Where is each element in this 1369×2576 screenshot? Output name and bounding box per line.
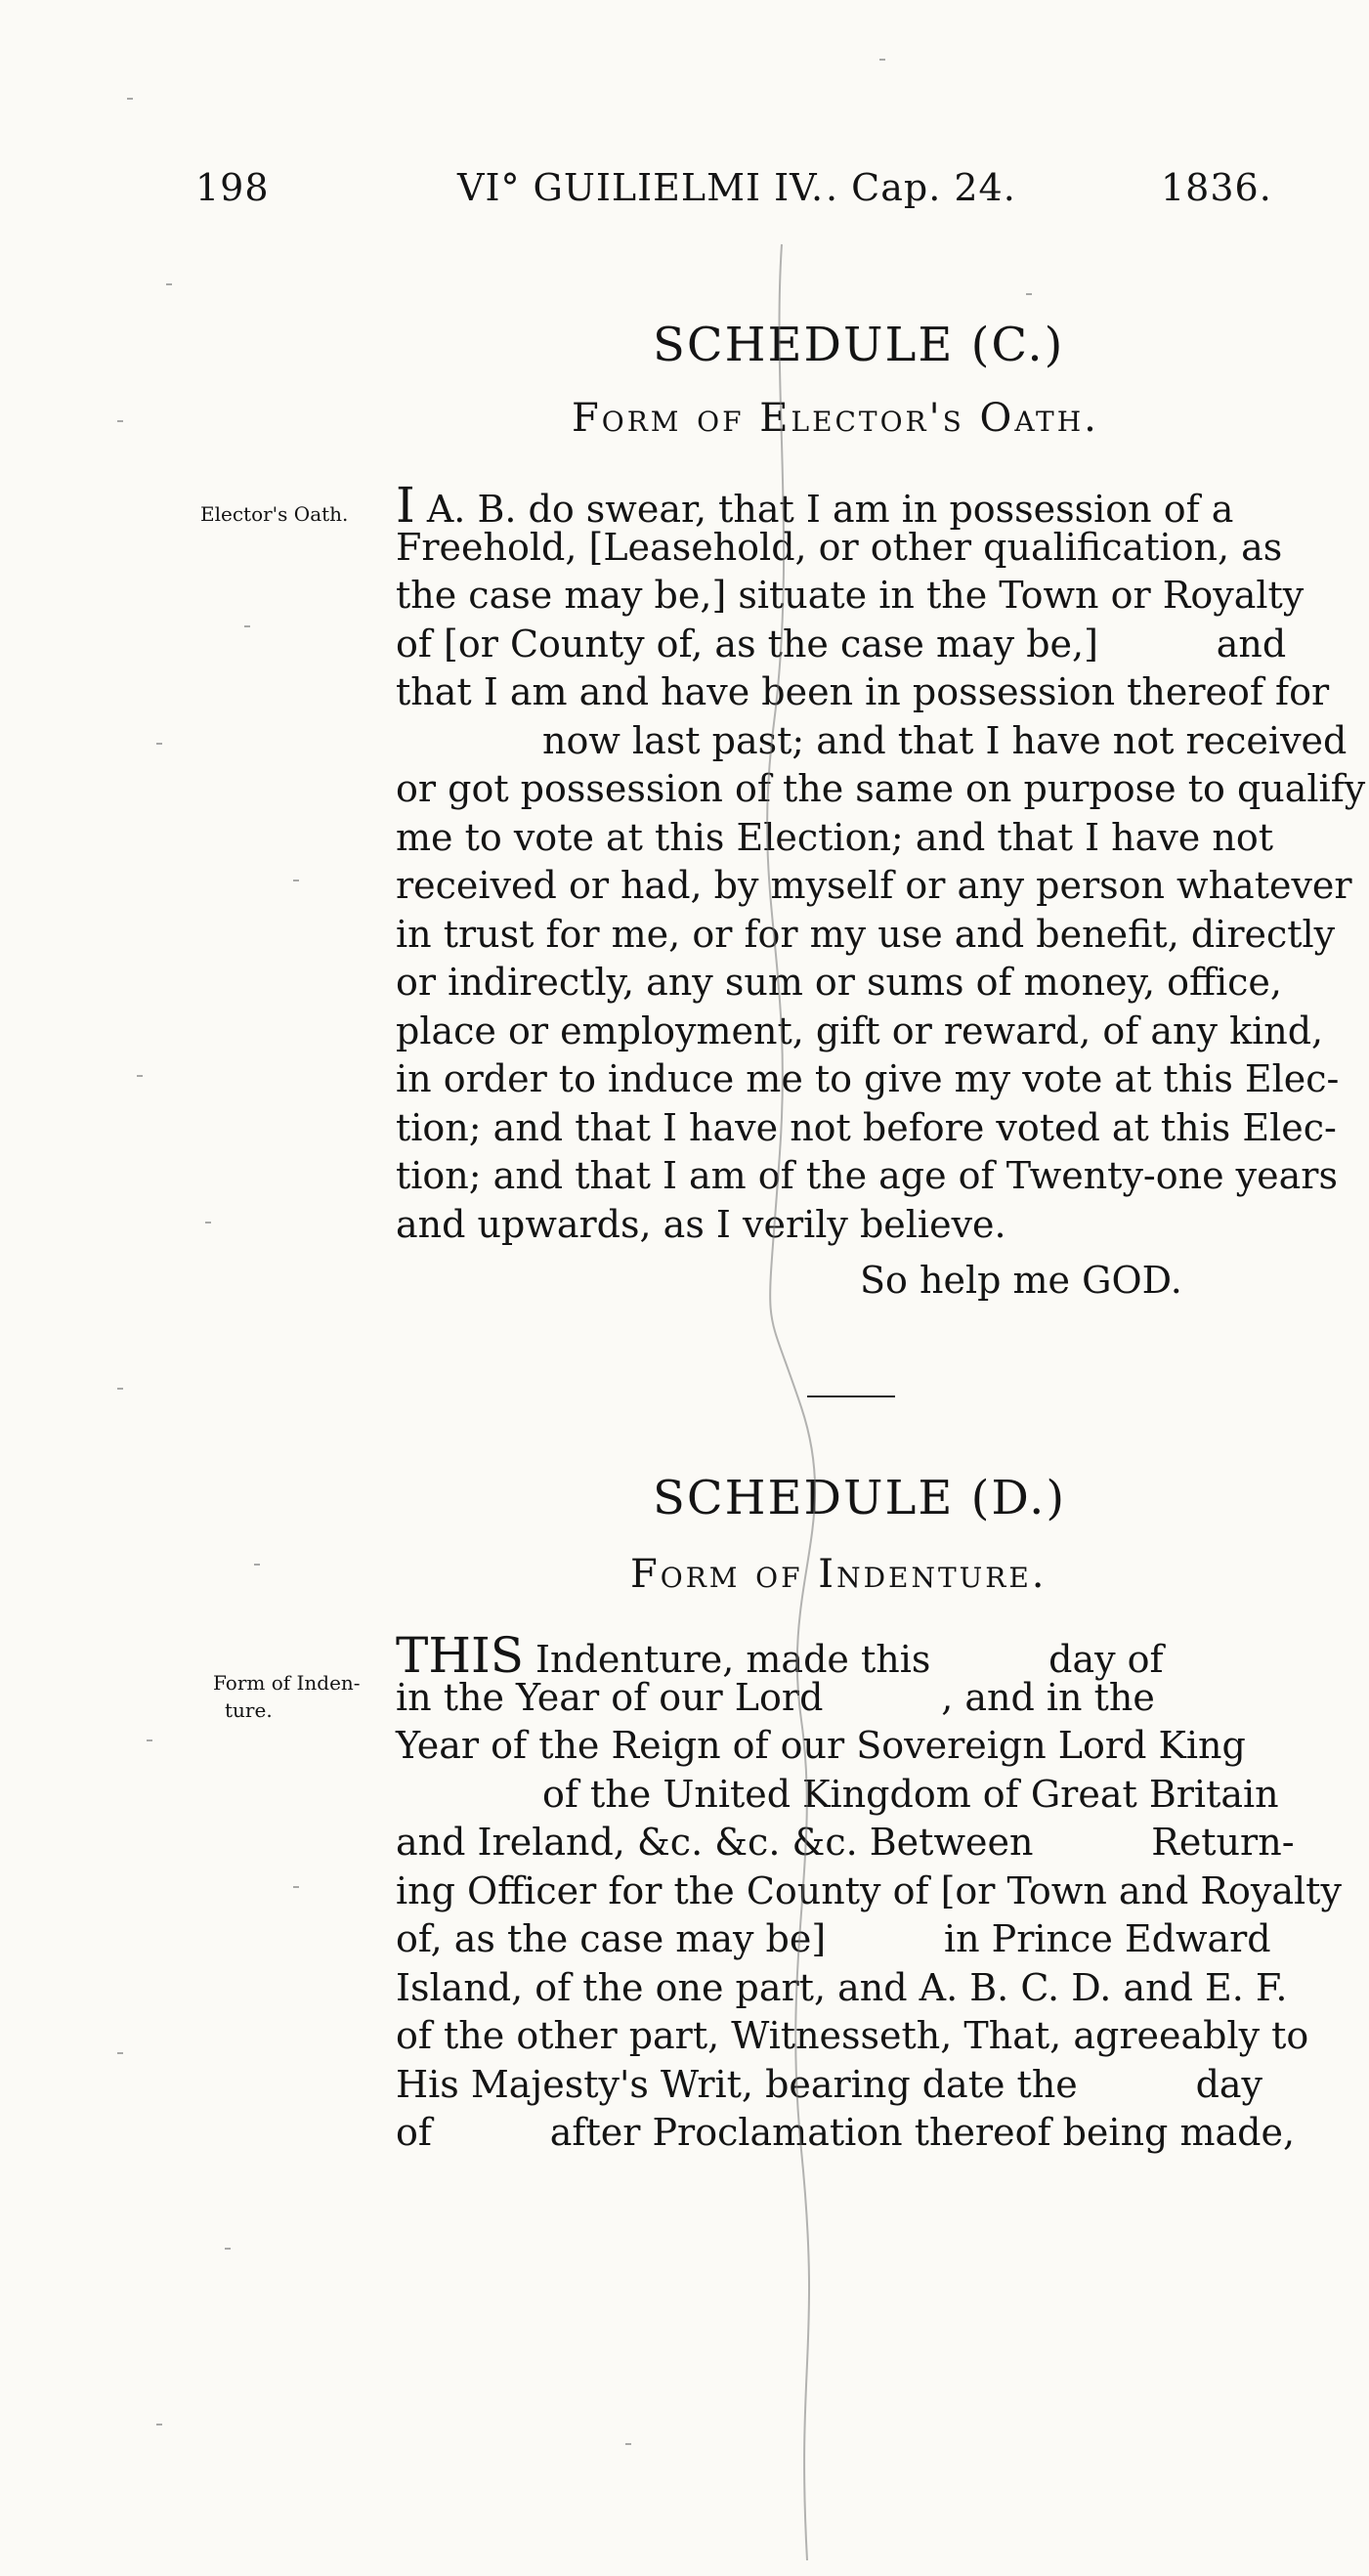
schedule-c-margin-note: Elector's Oath. xyxy=(200,502,349,526)
page-number: 198 xyxy=(195,166,270,209)
schedule-d-title: SCHEDULE (D.) xyxy=(653,1471,1067,1525)
scan-speck xyxy=(205,1222,211,1224)
schedule-c-form-title: Form of Elector's Oath. xyxy=(572,396,1099,441)
schedule-c-line: place or employment, gift or reward, of any kind, xyxy=(396,1009,1324,1052)
schedule-d-line: Island, of the one part, and A. B. C. D. and E. F. xyxy=(396,1965,1288,2009)
schedule-c-line: or indirectly, any sum or sums of money, office, xyxy=(396,961,1282,1004)
schedule-d-line: and Ireland, &c. &c. &c. Between Return- xyxy=(396,1821,1295,1864)
scan-speck xyxy=(879,59,885,61)
schedule-d-margin-note-line-1: Form of Inden- xyxy=(213,1671,361,1695)
schedule-d-form-title: Form of Indenture. xyxy=(630,1552,1048,1597)
scan-speck xyxy=(166,283,172,285)
scan-speck xyxy=(117,2052,123,2054)
scan-speck xyxy=(293,880,299,881)
scan-speck xyxy=(147,1739,152,1741)
chapter-number: . Cap. 24. xyxy=(826,166,1016,209)
scan-speck xyxy=(254,1564,260,1566)
schedule-d-line: of the United Kingdom of Great Britain xyxy=(542,1772,1279,1816)
schedule-c-line: in order to induce me to give my vote at this Elec- xyxy=(396,1057,1340,1100)
scan-speck xyxy=(1026,293,1032,295)
schedule-d-line: of after Proclamation thereof being made, xyxy=(396,2111,1296,2154)
schedule-c-line: tion; and that I am of the age of Twenty-one years xyxy=(396,1154,1338,1197)
schedule-d-line: of the other part, Witnesseth, That, agreeably to xyxy=(396,2014,1309,2057)
schedule-c-line: or got possession of the same on purpose to qualify xyxy=(396,767,1366,810)
schedule-c-line: tion; and that I have not before voted at this Elec- xyxy=(396,1105,1337,1149)
schedule-c-closing: So help me GOD. xyxy=(860,1259,1182,1302)
scan-speck xyxy=(293,1886,299,1888)
schedule-c-line: that I am and have been in possession thereof for xyxy=(396,670,1330,713)
schedule-d-line: His Majesty's Writ, bearing date the day xyxy=(396,2062,1263,2106)
schedule-d-line: THIS Indenture, made this day of xyxy=(396,1627,1164,1684)
schedule-c-line: and upwards, as I verily believe. xyxy=(396,1202,1006,1246)
schedule-d-line: ing Officer for the County of [or Town and Royalty xyxy=(396,1868,1342,1912)
schedule-c-line: I A. B. do swear, that I am in possession of a xyxy=(396,477,1234,534)
schedule-c-line: in trust for me, or for my use and benefit, directly xyxy=(396,912,1336,956)
schedule-d-line: of, as the case may be] in Prince Edward xyxy=(396,1917,1271,1960)
scan-speck xyxy=(225,2248,231,2250)
schedule-c-line: me to vote at this Election; and that I have not xyxy=(396,815,1273,859)
scan-speck xyxy=(117,1388,123,1390)
schedule-c-line: received or had, by myself or any person whatever xyxy=(396,864,1352,907)
schedule-d-line: Year of the Reign of our Sovereign Lord King xyxy=(396,1724,1246,1767)
scan-speck xyxy=(137,1075,143,1077)
schedule-c-line: now last past; and that I have not received xyxy=(542,718,1348,762)
schedule-c-title: SCHEDULE (C.) xyxy=(653,318,1065,372)
scan-speck xyxy=(244,625,250,627)
page-year: 1836. xyxy=(1161,166,1272,209)
schedule-d-line: in the Year of our Lord , and in the xyxy=(396,1675,1155,1719)
scan-speck xyxy=(117,420,123,422)
running-title: VI° GUILIELMI IV. xyxy=(457,166,825,209)
schedule-c-line: the case may be,] situate in the Town or Royalty xyxy=(396,574,1305,617)
scan-speck xyxy=(127,98,133,100)
schedule-c-line: of [or County of, as the case may be,] and xyxy=(396,622,1287,665)
schedule-d-margin-note-line-2: ture. xyxy=(225,1698,273,1722)
schedule-c-line: Freehold, [Leasehold, or other qualification, as xyxy=(396,525,1283,569)
scan-speck xyxy=(625,2443,631,2445)
scan-speck xyxy=(156,2424,162,2426)
scan-speck xyxy=(156,743,162,745)
